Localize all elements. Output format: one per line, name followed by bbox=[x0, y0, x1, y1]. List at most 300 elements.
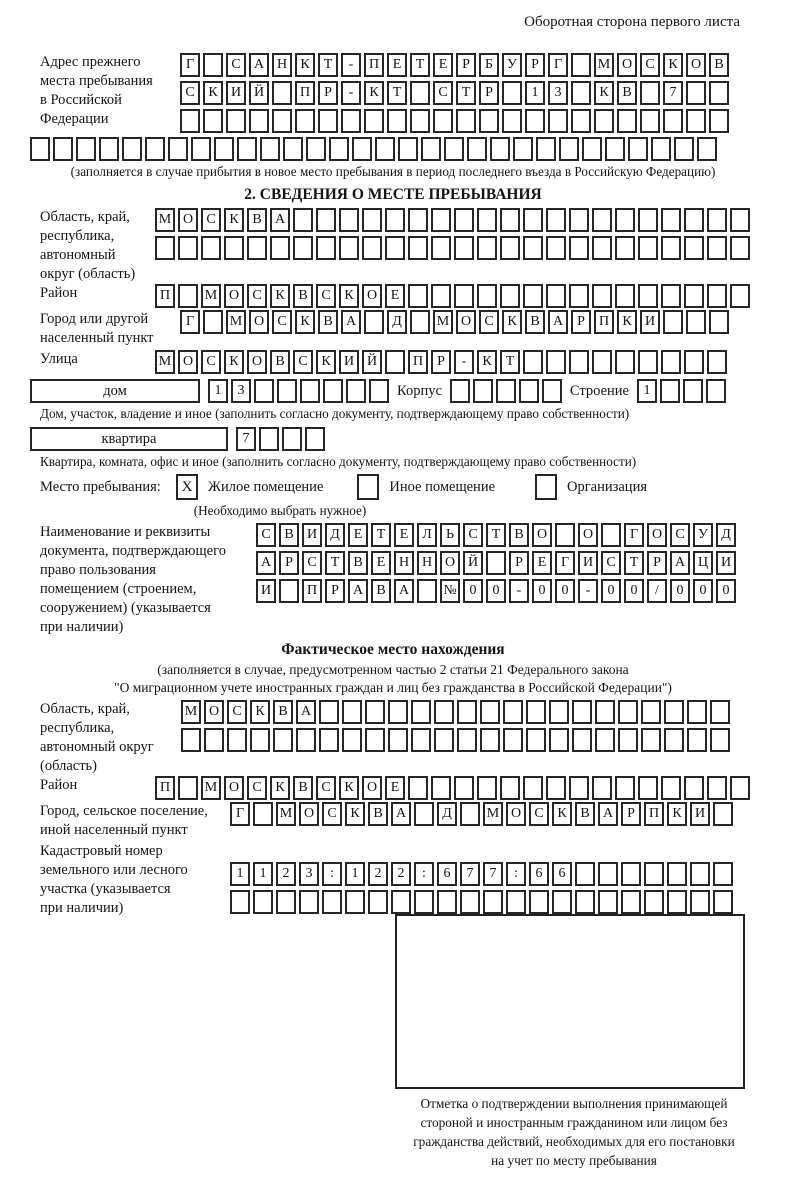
char-box[interactable] bbox=[529, 890, 549, 914]
char-box[interactable] bbox=[431, 776, 451, 800]
char-box[interactable]: 0 bbox=[624, 579, 644, 603]
char-box[interactable]: 0 bbox=[670, 579, 690, 603]
char-box[interactable] bbox=[644, 890, 664, 914]
char-box[interactable]: Р bbox=[479, 81, 499, 105]
char-box[interactable] bbox=[615, 776, 635, 800]
char-box[interactable]: Ь bbox=[440, 523, 460, 547]
char-box[interactable] bbox=[454, 284, 474, 308]
char-box[interactable]: Р bbox=[279, 551, 299, 575]
char-box[interactable]: К bbox=[552, 802, 572, 826]
char-box[interactable] bbox=[709, 81, 729, 105]
char-box[interactable] bbox=[364, 310, 384, 334]
char-box[interactable] bbox=[279, 579, 299, 603]
char-box[interactable] bbox=[546, 776, 566, 800]
char-box[interactable]: Р bbox=[325, 579, 345, 603]
char-box[interactable] bbox=[391, 890, 411, 914]
char-box[interactable] bbox=[618, 728, 638, 752]
char-box[interactable] bbox=[506, 890, 526, 914]
char-box[interactable]: О bbox=[617, 53, 637, 77]
char-box[interactable] bbox=[683, 379, 703, 403]
char-box[interactable] bbox=[480, 700, 500, 724]
char-box[interactable]: И bbox=[256, 579, 276, 603]
char-box[interactable]: : bbox=[414, 862, 434, 886]
char-box[interactable] bbox=[272, 81, 292, 105]
char-box[interactable] bbox=[571, 53, 591, 77]
char-box[interactable] bbox=[709, 109, 729, 133]
char-box[interactable] bbox=[519, 379, 539, 403]
char-box[interactable] bbox=[601, 523, 621, 547]
char-box[interactable]: 1 bbox=[208, 379, 228, 403]
char-box[interactable]: Т bbox=[486, 523, 506, 547]
char-box[interactable] bbox=[323, 379, 343, 403]
char-box[interactable] bbox=[431, 236, 451, 260]
char-box[interactable] bbox=[536, 137, 556, 161]
char-box[interactable]: - bbox=[578, 579, 598, 603]
char-box[interactable] bbox=[283, 137, 303, 161]
char-box[interactable] bbox=[408, 208, 428, 232]
char-box[interactable] bbox=[592, 284, 612, 308]
char-box[interactable] bbox=[661, 350, 681, 374]
char-box[interactable]: Т bbox=[410, 53, 430, 77]
char-box[interactable]: К bbox=[339, 776, 359, 800]
char-box[interactable] bbox=[477, 776, 497, 800]
char-box[interactable] bbox=[709, 310, 729, 334]
char-box[interactable] bbox=[641, 728, 661, 752]
char-box[interactable]: Р bbox=[456, 53, 476, 77]
char-box[interactable]: Б bbox=[479, 53, 499, 77]
char-box[interactable]: 6 bbox=[437, 862, 457, 886]
char-box[interactable] bbox=[571, 109, 591, 133]
char-box[interactable]: Й bbox=[463, 551, 483, 575]
char-box[interactable]: Е bbox=[394, 523, 414, 547]
char-box[interactable] bbox=[483, 890, 503, 914]
char-box[interactable]: О bbox=[532, 523, 552, 547]
char-box[interactable] bbox=[575, 890, 595, 914]
char-box[interactable] bbox=[411, 700, 431, 724]
char-box[interactable] bbox=[155, 236, 175, 260]
char-box[interactable]: К bbox=[224, 350, 244, 374]
char-box[interactable]: 6 bbox=[529, 862, 549, 886]
char-box[interactable]: М bbox=[201, 776, 221, 800]
char-box[interactable]: К bbox=[364, 81, 384, 105]
char-box[interactable]: Г bbox=[555, 551, 575, 575]
char-box[interactable]: С bbox=[293, 350, 313, 374]
char-box[interactable]: В bbox=[293, 776, 313, 800]
char-box[interactable]: Й bbox=[362, 350, 382, 374]
char-box[interactable] bbox=[592, 350, 612, 374]
char-box[interactable] bbox=[713, 890, 733, 914]
char-box[interactable] bbox=[276, 890, 296, 914]
char-box[interactable]: М bbox=[201, 284, 221, 308]
char-box[interactable] bbox=[467, 137, 487, 161]
char-box[interactable] bbox=[571, 81, 591, 105]
char-box[interactable] bbox=[569, 284, 589, 308]
char-box[interactable] bbox=[710, 700, 730, 724]
char-box[interactable]: В bbox=[575, 802, 595, 826]
residential-checkbox[interactable]: X bbox=[176, 474, 198, 500]
char-box[interactable]: В bbox=[247, 208, 267, 232]
char-box[interactable] bbox=[214, 137, 234, 161]
char-box[interactable]: Л bbox=[417, 523, 437, 547]
char-box[interactable] bbox=[710, 728, 730, 752]
char-box[interactable] bbox=[53, 137, 73, 161]
char-box[interactable] bbox=[684, 776, 704, 800]
char-box[interactable]: К bbox=[617, 310, 637, 334]
char-box[interactable]: К bbox=[270, 776, 290, 800]
char-box[interactable] bbox=[437, 890, 457, 914]
other-premises-checkbox[interactable] bbox=[357, 474, 379, 500]
char-box[interactable] bbox=[548, 109, 568, 133]
char-box[interactable]: И bbox=[302, 523, 322, 547]
char-box[interactable] bbox=[707, 284, 727, 308]
char-box[interactable] bbox=[523, 284, 543, 308]
char-box[interactable]: С bbox=[201, 350, 221, 374]
char-box[interactable] bbox=[296, 728, 316, 752]
char-box[interactable] bbox=[247, 236, 267, 260]
char-box[interactable] bbox=[345, 890, 365, 914]
char-box[interactable] bbox=[664, 700, 684, 724]
char-box[interactable]: С bbox=[227, 700, 247, 724]
char-box[interactable] bbox=[408, 776, 428, 800]
char-box[interactable] bbox=[346, 379, 366, 403]
char-box[interactable] bbox=[569, 208, 589, 232]
char-box[interactable]: О bbox=[456, 310, 476, 334]
char-box[interactable]: 7 bbox=[663, 81, 683, 105]
char-box[interactable]: Р bbox=[525, 53, 545, 77]
char-box[interactable] bbox=[191, 137, 211, 161]
char-box[interactable] bbox=[322, 890, 342, 914]
char-box[interactable] bbox=[408, 236, 428, 260]
char-box[interactable]: А bbox=[670, 551, 690, 575]
char-box[interactable] bbox=[293, 236, 313, 260]
char-box[interactable]: А bbox=[256, 551, 276, 575]
char-box[interactable]: В bbox=[509, 523, 529, 547]
char-box[interactable] bbox=[730, 284, 750, 308]
char-box[interactable]: Т bbox=[371, 523, 391, 547]
char-box[interactable] bbox=[99, 137, 119, 161]
char-box[interactable] bbox=[410, 81, 430, 105]
char-box[interactable] bbox=[546, 208, 566, 232]
char-box[interactable] bbox=[582, 137, 602, 161]
char-box[interactable]: Е bbox=[385, 284, 405, 308]
char-box[interactable] bbox=[500, 284, 520, 308]
char-box[interactable] bbox=[364, 109, 384, 133]
char-box[interactable] bbox=[230, 890, 250, 914]
char-box[interactable] bbox=[605, 137, 625, 161]
char-box[interactable]: О bbox=[249, 310, 269, 334]
char-box[interactable]: А bbox=[341, 310, 361, 334]
char-box[interactable] bbox=[569, 236, 589, 260]
char-box[interactable]: С bbox=[640, 53, 660, 77]
char-box[interactable]: А bbox=[598, 802, 618, 826]
char-box[interactable]: Г bbox=[180, 310, 200, 334]
char-box[interactable] bbox=[707, 776, 727, 800]
char-box[interactable] bbox=[122, 137, 142, 161]
char-box[interactable]: 2 bbox=[391, 862, 411, 886]
char-box[interactable]: 0 bbox=[555, 579, 575, 603]
char-box[interactable]: 1 bbox=[230, 862, 250, 886]
char-box[interactable]: О bbox=[204, 700, 224, 724]
char-box[interactable] bbox=[293, 208, 313, 232]
char-box[interactable]: А bbox=[249, 53, 269, 77]
char-box[interactable]: О bbox=[224, 284, 244, 308]
char-box[interactable] bbox=[638, 284, 658, 308]
char-box[interactable]: А bbox=[296, 700, 316, 724]
char-box[interactable] bbox=[273, 728, 293, 752]
char-box[interactable]: Р bbox=[621, 802, 641, 826]
char-box[interactable] bbox=[277, 379, 297, 403]
char-box[interactable] bbox=[421, 137, 441, 161]
char-box[interactable] bbox=[686, 81, 706, 105]
char-box[interactable]: О bbox=[647, 523, 667, 547]
char-box[interactable] bbox=[661, 776, 681, 800]
char-box[interactable]: / bbox=[647, 579, 667, 603]
char-box[interactable] bbox=[431, 284, 451, 308]
char-box[interactable]: А bbox=[548, 310, 568, 334]
char-box[interactable]: К bbox=[477, 350, 497, 374]
char-box[interactable]: С bbox=[322, 802, 342, 826]
char-box[interactable]: 0 bbox=[532, 579, 552, 603]
char-box[interactable] bbox=[549, 728, 569, 752]
char-box[interactable] bbox=[638, 776, 658, 800]
char-box[interactable]: В bbox=[270, 350, 290, 374]
char-box[interactable]: С bbox=[316, 776, 336, 800]
char-box[interactable]: 1 bbox=[253, 862, 273, 886]
char-box[interactable] bbox=[687, 728, 707, 752]
char-box[interactable] bbox=[667, 890, 687, 914]
char-box[interactable] bbox=[730, 208, 750, 232]
char-box[interactable]: 3 bbox=[548, 81, 568, 105]
char-box[interactable]: Е bbox=[385, 776, 405, 800]
char-box[interactable] bbox=[615, 236, 635, 260]
char-box[interactable] bbox=[638, 208, 658, 232]
char-box[interactable] bbox=[674, 137, 694, 161]
char-box[interactable] bbox=[706, 379, 726, 403]
char-box[interactable]: 3 bbox=[299, 862, 319, 886]
char-box[interactable] bbox=[641, 700, 661, 724]
char-box[interactable]: 7 bbox=[460, 862, 480, 886]
char-box[interactable] bbox=[408, 284, 428, 308]
char-box[interactable]: В bbox=[293, 284, 313, 308]
char-box[interactable]: № bbox=[440, 579, 460, 603]
char-box[interactable]: С bbox=[180, 81, 200, 105]
char-box[interactable] bbox=[339, 208, 359, 232]
char-box[interactable]: У bbox=[502, 53, 522, 77]
char-box[interactable] bbox=[513, 137, 533, 161]
char-box[interactable] bbox=[460, 802, 480, 826]
char-box[interactable] bbox=[644, 862, 664, 886]
char-box[interactable] bbox=[664, 728, 684, 752]
char-box[interactable]: 0 bbox=[693, 579, 713, 603]
char-box[interactable]: К bbox=[502, 310, 522, 334]
char-box[interactable] bbox=[640, 81, 660, 105]
char-box[interactable]: С bbox=[247, 776, 267, 800]
char-box[interactable]: - bbox=[341, 81, 361, 105]
char-box[interactable]: : bbox=[506, 862, 526, 886]
char-box[interactable] bbox=[181, 728, 201, 752]
char-box[interactable] bbox=[523, 350, 543, 374]
char-box[interactable] bbox=[572, 728, 592, 752]
char-box[interactable]: 1 bbox=[345, 862, 365, 886]
char-box[interactable] bbox=[375, 137, 395, 161]
char-box[interactable] bbox=[594, 109, 614, 133]
char-box[interactable]: В bbox=[273, 700, 293, 724]
char-box[interactable] bbox=[615, 284, 635, 308]
char-box[interactable] bbox=[684, 284, 704, 308]
char-box[interactable] bbox=[178, 776, 198, 800]
char-box[interactable] bbox=[362, 236, 382, 260]
char-box[interactable] bbox=[526, 728, 546, 752]
char-box[interactable]: Р bbox=[647, 551, 667, 575]
char-box[interactable]: К bbox=[316, 350, 336, 374]
char-box[interactable]: Н bbox=[394, 551, 414, 575]
char-box[interactable]: Т bbox=[387, 81, 407, 105]
char-box[interactable]: Р bbox=[509, 551, 529, 575]
char-box[interactable] bbox=[272, 109, 292, 133]
char-box[interactable]: О bbox=[178, 350, 198, 374]
char-box[interactable]: Р bbox=[431, 350, 451, 374]
char-box[interactable] bbox=[592, 776, 612, 800]
char-box[interactable]: Р bbox=[318, 81, 338, 105]
char-box[interactable]: Е bbox=[348, 523, 368, 547]
char-box[interactable] bbox=[502, 81, 522, 105]
char-box[interactable]: П bbox=[302, 579, 322, 603]
char-box[interactable]: 2 bbox=[368, 862, 388, 886]
char-box[interactable]: П bbox=[364, 53, 384, 77]
char-box[interactable]: О bbox=[224, 776, 244, 800]
char-box[interactable] bbox=[667, 862, 687, 886]
char-box[interactable] bbox=[329, 137, 349, 161]
char-box[interactable]: О bbox=[299, 802, 319, 826]
char-box[interactable] bbox=[385, 350, 405, 374]
char-box[interactable] bbox=[450, 379, 470, 403]
char-box[interactable] bbox=[730, 776, 750, 800]
char-box[interactable] bbox=[203, 53, 223, 77]
char-box[interactable] bbox=[434, 728, 454, 752]
char-box[interactable] bbox=[368, 890, 388, 914]
char-box[interactable]: 1 bbox=[525, 81, 545, 105]
char-box[interactable] bbox=[598, 862, 618, 886]
char-box[interactable]: К bbox=[224, 208, 244, 232]
char-box[interactable] bbox=[500, 236, 520, 260]
char-box[interactable]: М bbox=[226, 310, 246, 334]
char-box[interactable] bbox=[431, 208, 451, 232]
char-box[interactable]: 7 bbox=[483, 862, 503, 886]
char-box[interactable]: Ц bbox=[693, 551, 713, 575]
char-box[interactable]: П bbox=[644, 802, 664, 826]
char-box[interactable]: С bbox=[247, 284, 267, 308]
char-box[interactable]: П bbox=[408, 350, 428, 374]
char-box[interactable] bbox=[250, 728, 270, 752]
char-box[interactable]: О bbox=[247, 350, 267, 374]
char-box[interactable] bbox=[621, 890, 641, 914]
char-box[interactable]: К bbox=[250, 700, 270, 724]
char-box[interactable]: Е bbox=[433, 53, 453, 77]
char-box[interactable] bbox=[592, 208, 612, 232]
char-box[interactable] bbox=[730, 236, 750, 260]
char-box[interactable] bbox=[595, 700, 615, 724]
char-box[interactable]: П bbox=[155, 284, 175, 308]
char-box[interactable] bbox=[615, 208, 635, 232]
char-box[interactable] bbox=[477, 284, 497, 308]
char-box[interactable]: С bbox=[601, 551, 621, 575]
char-box[interactable] bbox=[523, 208, 543, 232]
char-box[interactable] bbox=[224, 236, 244, 260]
char-box[interactable]: П bbox=[295, 81, 315, 105]
char-box[interactable] bbox=[316, 208, 336, 232]
char-box[interactable] bbox=[237, 137, 257, 161]
char-box[interactable] bbox=[414, 802, 434, 826]
char-box[interactable]: Т bbox=[318, 53, 338, 77]
char-box[interactable]: В bbox=[617, 81, 637, 105]
char-box[interactable] bbox=[352, 137, 372, 161]
char-box[interactable] bbox=[569, 776, 589, 800]
confirmation-mark-box[interactable] bbox=[395, 914, 745, 1089]
char-box[interactable] bbox=[249, 109, 269, 133]
char-box[interactable] bbox=[319, 728, 339, 752]
char-box[interactable] bbox=[660, 379, 680, 403]
char-box[interactable]: К bbox=[295, 310, 315, 334]
char-box[interactable]: И bbox=[339, 350, 359, 374]
char-box[interactable]: И bbox=[226, 81, 246, 105]
char-box[interactable] bbox=[295, 109, 315, 133]
char-box[interactable] bbox=[713, 862, 733, 886]
char-box[interactable] bbox=[385, 208, 405, 232]
char-box[interactable] bbox=[227, 728, 247, 752]
char-box[interactable]: Т bbox=[500, 350, 520, 374]
char-box[interactable]: 0 bbox=[716, 579, 736, 603]
char-box[interactable] bbox=[542, 379, 562, 403]
char-box[interactable] bbox=[178, 236, 198, 260]
char-box[interactable] bbox=[433, 109, 453, 133]
char-box[interactable] bbox=[684, 350, 704, 374]
char-box[interactable]: Е bbox=[532, 551, 552, 575]
char-box[interactable] bbox=[417, 579, 437, 603]
char-box[interactable]: М bbox=[276, 802, 296, 826]
char-box[interactable] bbox=[387, 109, 407, 133]
char-box[interactable] bbox=[549, 700, 569, 724]
char-box[interactable]: О bbox=[362, 776, 382, 800]
char-box[interactable] bbox=[253, 802, 273, 826]
char-box[interactable] bbox=[638, 350, 658, 374]
char-box[interactable] bbox=[479, 109, 499, 133]
char-box[interactable] bbox=[686, 310, 706, 334]
char-box[interactable]: Д bbox=[437, 802, 457, 826]
char-box[interactable] bbox=[414, 890, 434, 914]
char-box[interactable]: С bbox=[226, 53, 246, 77]
char-box[interactable]: Р bbox=[571, 310, 591, 334]
char-box[interactable] bbox=[178, 284, 198, 308]
char-box[interactable] bbox=[457, 700, 477, 724]
char-box[interactable]: - bbox=[341, 53, 361, 77]
char-box[interactable] bbox=[342, 700, 362, 724]
char-box[interactable]: М bbox=[433, 310, 453, 334]
char-box[interactable] bbox=[628, 137, 648, 161]
char-box[interactable]: В bbox=[348, 551, 368, 575]
char-box[interactable]: 1 bbox=[637, 379, 657, 403]
char-box[interactable]: И bbox=[716, 551, 736, 575]
char-box[interactable] bbox=[640, 109, 660, 133]
char-box[interactable]: Е bbox=[387, 53, 407, 77]
char-box[interactable] bbox=[306, 137, 326, 161]
char-box[interactable] bbox=[477, 236, 497, 260]
char-box[interactable]: В bbox=[525, 310, 545, 334]
char-box[interactable]: Н bbox=[417, 551, 437, 575]
char-box[interactable]: 2 bbox=[276, 862, 296, 886]
char-box[interactable]: У bbox=[693, 523, 713, 547]
char-box[interactable] bbox=[486, 551, 506, 575]
char-box[interactable]: В bbox=[709, 53, 729, 77]
